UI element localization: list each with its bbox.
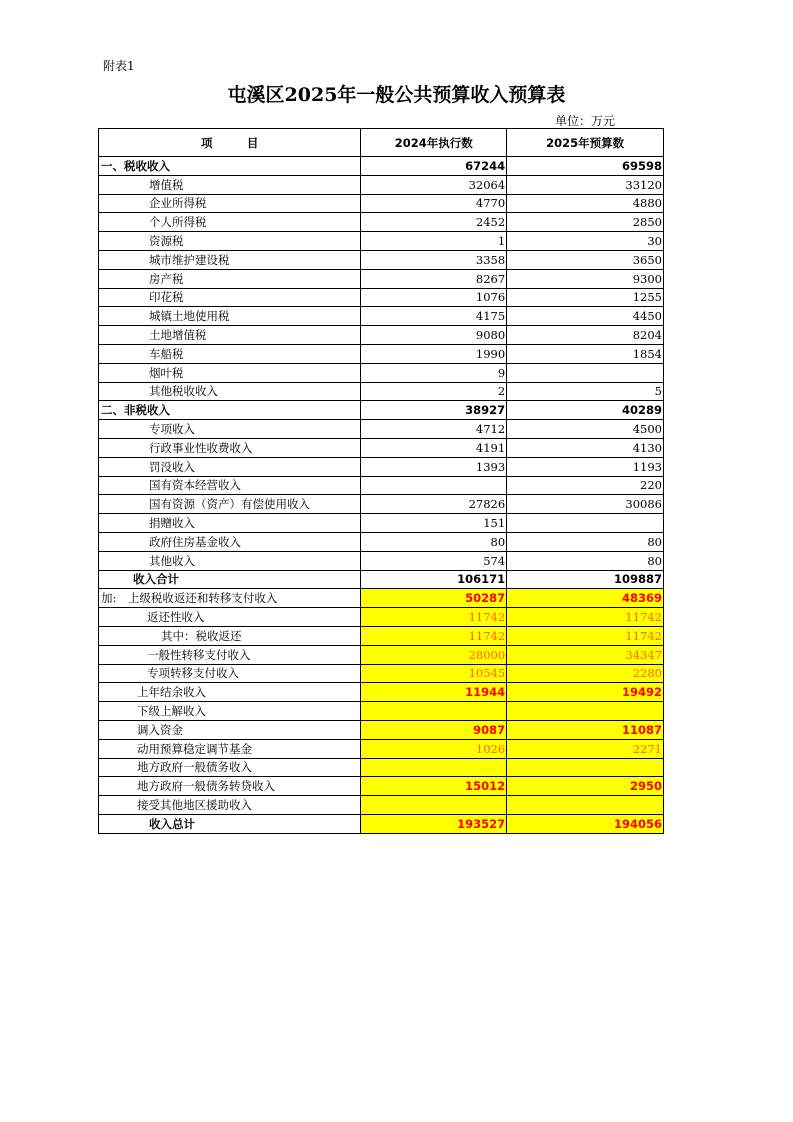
value-2025: 109887 [507, 570, 664, 589]
value-2024 [361, 476, 507, 495]
row-label: 接受其他地区援助收入 [99, 796, 361, 815]
row-label: 地方政府一般债务转贷收入 [99, 777, 361, 796]
row-label: 城镇土地使用税 [99, 307, 361, 326]
row-label: 土地增值税 [99, 326, 361, 345]
row-label: 国有资源（资产）有偿使用收入 [99, 495, 361, 514]
header-2025: 2025年预算数 [507, 129, 664, 157]
value-2024: 1026 [361, 739, 507, 758]
value-2024: 4712 [361, 420, 507, 439]
table-row [99, 532, 664, 551]
value-2025 [507, 702, 664, 721]
value-2025: 30 [507, 232, 664, 251]
table-row [99, 438, 664, 457]
row-label: 城市维护建设税 [99, 250, 361, 269]
table-row [99, 570, 664, 589]
row-label: 专项转移支付收入 [99, 664, 361, 683]
value-2024: 106171 [361, 570, 507, 589]
value-2024: 1076 [361, 288, 507, 307]
value-2024: 11944 [361, 683, 507, 702]
value-2025: 4130 [507, 438, 664, 457]
value-2025: 2280 [507, 664, 664, 683]
table-row [99, 363, 664, 382]
table-row [99, 720, 664, 739]
value-2025: 11742 [507, 626, 664, 645]
value-2024 [361, 758, 507, 777]
row-label: 国有资本经营收入 [99, 476, 361, 495]
value-2025: 4880 [507, 194, 664, 213]
value-2024: 193527 [361, 814, 507, 833]
value-2024: 80 [361, 532, 507, 551]
value-2025 [507, 363, 664, 382]
table-row [99, 194, 664, 213]
table-row [99, 382, 664, 401]
value-2025: 3650 [507, 250, 664, 269]
header-2024: 2024年执行数 [361, 129, 507, 157]
value-2024: 9080 [361, 326, 507, 345]
value-2024: 38927 [361, 401, 507, 420]
row-label: 烟叶税 [99, 363, 361, 382]
value-2025: 69598 [507, 157, 664, 176]
row-label: 捐赠收入 [99, 514, 361, 533]
row-label: 印花税 [99, 288, 361, 307]
attachment-label: 附表1 [103, 59, 135, 73]
row-label: 增值税 [99, 175, 361, 194]
value-2025: 1854 [507, 344, 664, 363]
table-row [99, 664, 664, 683]
table-row [99, 589, 664, 608]
value-2024: 151 [361, 514, 507, 533]
value-2024 [361, 702, 507, 721]
value-2025: 34347 [507, 645, 664, 664]
table-row [99, 758, 664, 777]
row-label: 收入总计 [99, 814, 361, 833]
table-row [99, 250, 664, 269]
row-label: 动用预算稳定调节基金 [99, 739, 361, 758]
value-2024: 1 [361, 232, 507, 251]
value-2024: 27826 [361, 495, 507, 514]
table-header-row [99, 129, 664, 157]
row-label: 其他收入 [99, 551, 361, 570]
value-2025: 2271 [507, 739, 664, 758]
table-row [99, 777, 664, 796]
value-2024: 28000 [361, 645, 507, 664]
row-label: 其他税收收入 [99, 382, 361, 401]
row-label: 加: 上级税收返还和转移支付收入 [99, 589, 361, 608]
value-2024: 10545 [361, 664, 507, 683]
value-2024: 9087 [361, 720, 507, 739]
row-label: 调入资金 [99, 720, 361, 739]
table-row [99, 514, 664, 533]
value-2025: 8204 [507, 326, 664, 345]
value-2025: 48369 [507, 589, 664, 608]
table-row [99, 457, 664, 476]
value-2025: 11087 [507, 720, 664, 739]
table-row [99, 683, 664, 702]
table-row [99, 232, 664, 251]
table-row [99, 213, 664, 232]
value-2025 [507, 514, 664, 533]
table-row [99, 814, 664, 833]
row-label: 罚没收入 [99, 457, 361, 476]
value-2024: 32064 [361, 175, 507, 194]
row-label: 资源税 [99, 232, 361, 251]
value-2025: 11742 [507, 608, 664, 627]
table-row [99, 175, 664, 194]
value-2025: 220 [507, 476, 664, 495]
row-label: 房产税 [99, 269, 361, 288]
row-label: 收入合计 [99, 570, 361, 589]
value-2025: 30086 [507, 495, 664, 514]
value-2024: 4191 [361, 438, 507, 457]
value-2024: 3358 [361, 250, 507, 269]
value-2025: 2950 [507, 777, 664, 796]
value-2024: 1393 [361, 457, 507, 476]
value-2025: 40289 [507, 401, 664, 420]
table-row [99, 551, 664, 570]
row-label: 上年结余收入 [99, 683, 361, 702]
value-2025: 1193 [507, 457, 664, 476]
value-2025: 194056 [507, 814, 664, 833]
header-item: 项 目 [99, 129, 361, 157]
table-row [99, 420, 664, 439]
value-2025: 9300 [507, 269, 664, 288]
value-2024: 4175 [361, 307, 507, 326]
value-2024: 9 [361, 363, 507, 382]
value-2025: 5 [507, 382, 664, 401]
value-2025: 2850 [507, 213, 664, 232]
value-2024 [361, 796, 507, 815]
value-2024: 1990 [361, 344, 507, 363]
table-row [99, 739, 664, 758]
budget-table [98, 128, 664, 834]
value-2024: 4770 [361, 194, 507, 213]
row-label: 一、税收收入 [99, 157, 361, 176]
table-row [99, 626, 664, 645]
value-2025: 80 [507, 551, 664, 570]
value-2024: 50287 [361, 589, 507, 608]
value-2024: 8267 [361, 269, 507, 288]
table-row [99, 157, 664, 176]
table-row [99, 702, 664, 721]
row-label: 地方政府一般债务收入 [99, 758, 361, 777]
value-2025 [507, 796, 664, 815]
table-row [99, 401, 664, 420]
row-label: 一般性转移支付收入 [99, 645, 361, 664]
unit-label: 单位：万元 [555, 114, 616, 128]
value-2025: 80 [507, 532, 664, 551]
table-row [99, 645, 664, 664]
value-2024: 2452 [361, 213, 507, 232]
value-2025: 33120 [507, 175, 664, 194]
row-label: 车船税 [99, 344, 361, 363]
value-2024: 67244 [361, 157, 507, 176]
row-label: 二、非税收入 [99, 401, 361, 420]
table-row [99, 344, 664, 363]
table-row [99, 608, 664, 627]
row-label: 专项收入 [99, 420, 361, 439]
value-2025: 19492 [507, 683, 664, 702]
value-2025: 4500 [507, 420, 664, 439]
table-row [99, 269, 664, 288]
value-2024: 11742 [361, 608, 507, 627]
table-row [99, 307, 664, 326]
row-label: 下级上解收入 [99, 702, 361, 721]
value-2025 [507, 758, 664, 777]
row-label: 政府住房基金收入 [99, 532, 361, 551]
table-row [99, 326, 664, 345]
value-2024: 11742 [361, 626, 507, 645]
value-2025: 1255 [507, 288, 664, 307]
row-label: 其中：税收返还 [99, 626, 361, 645]
row-label: 行政事业性收费收入 [99, 438, 361, 457]
row-label: 个人所得税 [99, 213, 361, 232]
page-title: 屯溪区2025年一般公共预算收入预算表 [227, 84, 566, 106]
table-row [99, 495, 664, 514]
value-2024: 574 [361, 551, 507, 570]
table-row [99, 288, 664, 307]
value-2024: 2 [361, 382, 507, 401]
row-label: 返还性收入 [99, 608, 361, 627]
value-2025: 4450 [507, 307, 664, 326]
row-label: 企业所得税 [99, 194, 361, 213]
table-body [99, 157, 664, 834]
value-2024: 15012 [361, 777, 507, 796]
table-row [99, 476, 664, 495]
table-row [99, 796, 664, 815]
